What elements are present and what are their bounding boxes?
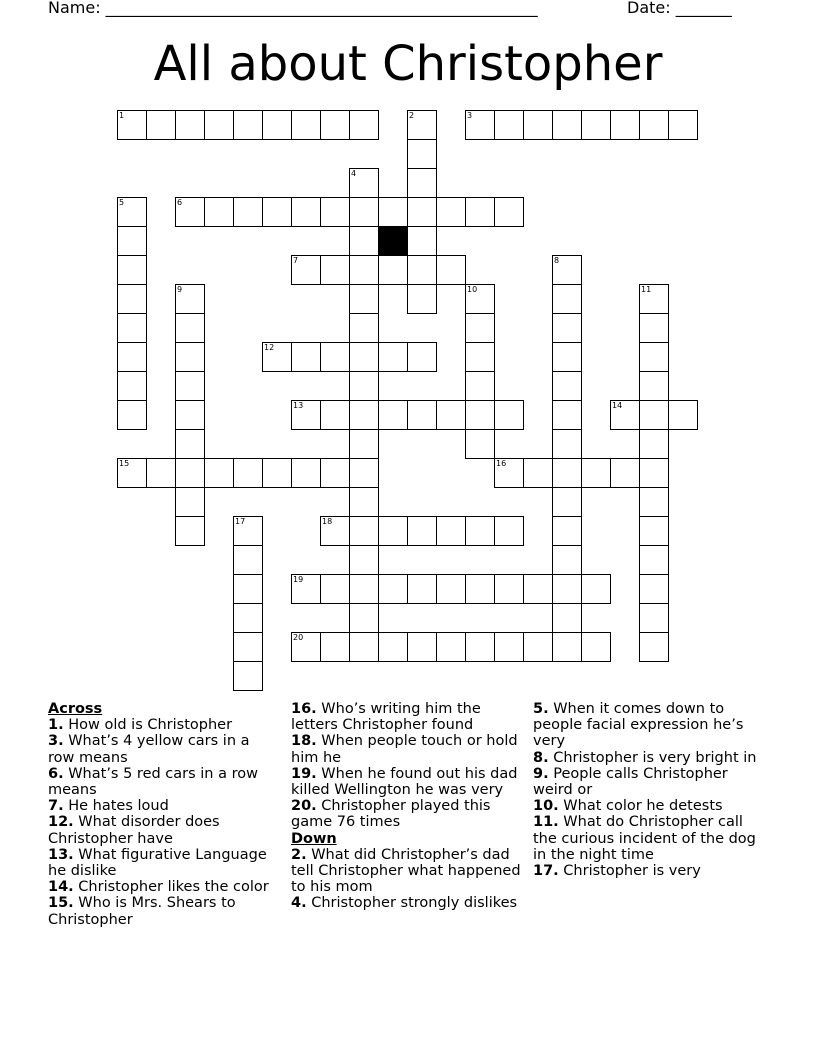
clue-number: 7: [293, 256, 299, 265]
grid-cell[interactable]: [378, 516, 408, 546]
grid-cell[interactable]: [378, 342, 408, 372]
grid-cell[interactable]: [320, 574, 350, 604]
grid-cell[interactable]: [349, 458, 379, 488]
grid-cell[interactable]: [146, 458, 176, 488]
grid-cell[interactable]: [465, 632, 495, 662]
grid-cell[interactable]: [262, 197, 292, 227]
clue-item: [291, 847, 523, 896]
grid-cell[interactable]: [552, 342, 582, 372]
grid-cell[interactable]: [262, 110, 292, 140]
grid-cell[interactable]: [639, 313, 669, 343]
grid-cell[interactable]: [581, 458, 611, 488]
grid-cell[interactable]: [407, 226, 437, 256]
clue-item: [533, 814, 765, 863]
name-field[interactable]: Name: ______________________________________________________: [48, 0, 538, 17]
grid-cell[interactable]: [639, 342, 669, 372]
grid-cell[interactable]: [291, 632, 321, 662]
clue-item: [48, 798, 280, 814]
clue-item-number: 8.: [533, 749, 549, 766]
clue-number: 10: [467, 285, 478, 294]
clue-item-text: Christopher strongly dislikes: [306, 895, 518, 912]
grid-cell[interactable]: [117, 226, 147, 256]
clue-number: 16: [496, 459, 507, 468]
grid-cell[interactable]: [407, 400, 437, 430]
grid-cell[interactable]: [465, 342, 495, 372]
grid-cell[interactable]: [494, 632, 524, 662]
grid-cell[interactable]: [407, 516, 437, 546]
grid-cell[interactable]: [552, 284, 582, 314]
clue-item-number: 2.: [291, 846, 307, 863]
grid-cell[interactable]: [436, 574, 466, 604]
clue-item: [533, 798, 765, 814]
clue-item: [533, 750, 765, 766]
clue-item-text: When it comes down to people facial expression he’s very: [533, 701, 744, 750]
grid-cell[interactable]: [407, 632, 437, 662]
clue-item-text: What’s 5 red cars in a row means: [48, 765, 258, 799]
grid-cell[interactable]: [639, 371, 669, 401]
grid-cell[interactable]: [349, 342, 379, 372]
clue-number: 18: [322, 517, 333, 526]
grid-cell[interactable]: [639, 545, 669, 575]
grid-cell[interactable]: [233, 603, 263, 633]
grid-cell[interactable]: [465, 371, 495, 401]
grid-cell[interactable]: [175, 429, 205, 459]
grid-cell[interactable]: [639, 400, 669, 430]
clue-item: [533, 863, 765, 879]
grid-cell[interactable]: [291, 255, 321, 285]
grid-cell[interactable]: [494, 458, 524, 488]
clue-item-text: What did Christopher’s dad tell Christopher what happened to his mom: [291, 846, 521, 896]
grid-cell[interactable]: [233, 545, 263, 575]
grid-cell[interactable]: [465, 313, 495, 343]
grid-cell[interactable]: [610, 458, 640, 488]
grid-cell[interactable]: [291, 574, 321, 604]
clue-item-text: What do Christopher call the curious incident of the dog in the night time: [533, 814, 756, 863]
clue-number: 17: [235, 517, 246, 526]
grid-cell[interactable]: [233, 458, 263, 488]
clue-item: [533, 701, 765, 750]
clue-item: [48, 733, 280, 765]
clue-item: [48, 895, 280, 927]
grid-cell[interactable]: [523, 574, 553, 604]
grid-cell[interactable]: [320, 458, 350, 488]
grid-cell[interactable]: [552, 371, 582, 401]
clue-item-number: 17.: [533, 863, 559, 880]
clue-item-number: 3.: [48, 733, 64, 750]
grid-cell[interactable]: [349, 313, 379, 343]
grid-cell[interactable]: [349, 487, 379, 517]
clue-item-text: What’s 4 yellow cars in a row means: [48, 733, 250, 766]
clue-item: [291, 895, 523, 911]
grid-cell[interactable]: [349, 168, 379, 198]
clue-item: [291, 766, 523, 798]
clue-item-number: 4.: [291, 895, 307, 912]
grid-cell[interactable]: [175, 516, 205, 546]
grid-cell[interactable]: [639, 603, 669, 633]
grid-cell[interactable]: [349, 255, 379, 285]
grid-cell[interactable]: [610, 110, 640, 140]
clue-item-text: He hates loud: [63, 798, 169, 815]
grid-cell[interactable]: [465, 197, 495, 227]
grid-cell[interactable]: [465, 429, 495, 459]
grid-cell[interactable]: [175, 197, 205, 227]
grid-cell[interactable]: [349, 632, 379, 662]
grid-cell[interactable]: [436, 632, 466, 662]
clue-number: 19: [293, 575, 304, 584]
grid-cell[interactable]: [175, 342, 205, 372]
grid-cell[interactable]: [465, 284, 495, 314]
grid-cell[interactable]: [117, 255, 147, 285]
clue-column-1: [48, 701, 280, 928]
clue-item-number: 16.: [291, 701, 317, 717]
clue-item-text: What color he detests: [558, 798, 723, 815]
across-heading: Across: [48, 701, 103, 717]
clue-column-2: [291, 701, 523, 912]
clue-item-number: 14.: [48, 879, 74, 896]
across-clue-list-continued: [291, 701, 523, 831]
grid-cell[interactable]: [320, 110, 350, 140]
clue-number: 9: [177, 285, 183, 294]
grid-cell[interactable]: [291, 400, 321, 430]
grid-cell[interactable]: [291, 197, 321, 227]
clue-item-text: When he found out his dad killed Wellington he was very: [291, 765, 518, 799]
grid-cell[interactable]: [320, 516, 350, 546]
clue-item: [291, 798, 523, 830]
clue-number: 13: [293, 401, 304, 410]
grid-cell[interactable]: [552, 545, 582, 575]
clue-item-text: Christopher is very: [558, 863, 701, 880]
clue-item: [48, 879, 280, 895]
across-clue-list: [48, 717, 280, 928]
grid-cell[interactable]: [233, 197, 263, 227]
grid-cell[interactable]: [378, 400, 408, 430]
grid-cell[interactable]: [175, 371, 205, 401]
grid-cell[interactable]: [639, 487, 669, 517]
grid-cell[interactable]: [552, 400, 582, 430]
grid-cell[interactable]: [320, 400, 350, 430]
grid-cell[interactable]: [291, 110, 321, 140]
clue-item: [291, 701, 523, 733]
clue-number: 5: [119, 198, 125, 207]
black-square: [378, 226, 408, 256]
grid-cell[interactable]: [378, 197, 408, 227]
clue-number: 6: [177, 198, 183, 207]
grid-cell[interactable]: [233, 661, 263, 691]
grid-cell[interactable]: [349, 226, 379, 256]
clue-item-text: People calls Christopher weird or: [533, 765, 728, 799]
clue-item-number: 1.: [48, 717, 64, 734]
grid-cell[interactable]: [117, 110, 147, 140]
grid-cell[interactable]: [175, 313, 205, 343]
clue-number: 4: [351, 169, 357, 178]
grid-cell[interactable]: [320, 197, 350, 227]
clue-number: 3: [467, 111, 473, 120]
grid-cell[interactable]: [204, 110, 234, 140]
clue-number: 1: [119, 111, 125, 120]
grid-cell[interactable]: [117, 400, 147, 430]
grid-cell[interactable]: [407, 284, 437, 314]
clue-item-text: Who is Mrs. Shears to Christopher: [48, 895, 236, 928]
grid-cell[interactable]: [175, 284, 205, 314]
clue-item: [48, 847, 280, 879]
clue-item-number: 10.: [533, 798, 559, 815]
down-clue-list-continued: [533, 701, 765, 879]
grid-cell[interactable]: [494, 574, 524, 604]
grid-cell[interactable]: [349, 574, 379, 604]
grid-cell[interactable]: [639, 458, 669, 488]
grid-cell[interactable]: [465, 110, 495, 140]
grid-cell[interactable]: [262, 458, 292, 488]
down-clue-list: [291, 847, 523, 912]
grid-cell[interactable]: [233, 516, 263, 546]
clue-column-3: [533, 701, 765, 879]
clue-item-number: 18.: [291, 733, 317, 750]
clue-item-text: What disorder does Christopher have: [48, 814, 220, 847]
clue-item-number: 6.: [48, 765, 64, 782]
grid-cell[interactable]: [436, 400, 466, 430]
clue-item-number: 5.: [533, 701, 549, 717]
grid-cell[interactable]: [668, 400, 698, 430]
grid-cell[interactable]: [407, 255, 437, 285]
grid-cell[interactable]: [552, 487, 582, 517]
clue-item: [48, 717, 280, 733]
clue-number: 14: [612, 401, 623, 410]
grid-cell[interactable]: [175, 110, 205, 140]
grid-cell[interactable]: [233, 110, 263, 140]
grid-cell[interactable]: [494, 400, 524, 430]
grid-cell[interactable]: [523, 632, 553, 662]
clue-item-text: When people touch or hold him he: [291, 733, 518, 766]
grid-cell[interactable]: [349, 110, 379, 140]
grid-cell[interactable]: [436, 516, 466, 546]
grid-cell[interactable]: [552, 110, 582, 140]
grid-cell[interactable]: [465, 574, 495, 604]
grid-cell[interactable]: [552, 574, 582, 604]
grid-cell[interactable]: [523, 110, 553, 140]
clue-item-number: 15.: [48, 895, 74, 912]
grid-cell[interactable]: [639, 574, 669, 604]
grid-cell[interactable]: [639, 632, 669, 662]
grid-cell[interactable]: [639, 429, 669, 459]
grid-cell[interactable]: [494, 110, 524, 140]
grid-cell[interactable]: [117, 458, 147, 488]
grid-cell[interactable]: [117, 284, 147, 314]
grid-cell[interactable]: [378, 574, 408, 604]
grid-cell[interactable]: [552, 458, 582, 488]
grid-cell[interactable]: [407, 197, 437, 227]
grid-cell[interactable]: [523, 458, 553, 488]
grid-cell[interactable]: [349, 429, 379, 459]
grid-cell[interactable]: [378, 632, 408, 662]
grid-cell[interactable]: [175, 458, 205, 488]
grid-cell[interactable]: [349, 516, 379, 546]
grid-cell[interactable]: [291, 458, 321, 488]
grid-cell[interactable]: [552, 603, 582, 633]
grid-cell[interactable]: [204, 197, 234, 227]
clue-item-number: 12.: [48, 814, 74, 831]
grid-cell[interactable]: [610, 400, 640, 430]
grid-cell[interactable]: [320, 632, 350, 662]
grid-cell[interactable]: [494, 197, 524, 227]
clue-item-number: 9.: [533, 765, 549, 782]
grid-cell[interactable]: [552, 313, 582, 343]
date-field[interactable]: Date: _______: [627, 0, 732, 17]
grid-cell[interactable]: [175, 400, 205, 430]
clue-item-number: 20.: [291, 798, 317, 815]
grid-cell[interactable]: [320, 255, 350, 285]
clue-number: 8: [554, 256, 560, 265]
clue-item-text: How old is Christopher: [63, 717, 233, 734]
grid-cell[interactable]: [552, 255, 582, 285]
grid-cell[interactable]: [581, 632, 611, 662]
down-heading: Down: [291, 830, 337, 847]
clue-item-text: Christopher likes the color: [73, 879, 269, 896]
grid-cell[interactable]: [639, 284, 669, 314]
grid-cell[interactable]: [320, 342, 350, 372]
clue-number: 15: [119, 459, 130, 468]
clue-item: [533, 766, 765, 798]
grid-cell[interactable]: [233, 574, 263, 604]
grid-cell[interactable]: [349, 400, 379, 430]
grid-cell[interactable]: [117, 197, 147, 227]
clue-number: 2: [409, 111, 415, 120]
grid-cell[interactable]: [668, 110, 698, 140]
clue-item: [291, 733, 523, 765]
grid-cell[interactable]: [552, 516, 582, 546]
clue-item-number: 19.: [291, 765, 317, 782]
grid-cell[interactable]: [581, 110, 611, 140]
grid-cell[interactable]: [349, 545, 379, 575]
grid-cell[interactable]: [407, 342, 437, 372]
grid-cell[interactable]: [262, 342, 292, 372]
grid-cell[interactable]: [175, 487, 205, 517]
clue-item-number: 11.: [533, 814, 559, 831]
grid-cell[interactable]: [349, 603, 379, 633]
grid-cell[interactable]: [146, 110, 176, 140]
grid-cell[interactable]: [465, 516, 495, 546]
clue-item: [48, 766, 280, 798]
grid-cell[interactable]: [233, 632, 263, 662]
grid-cell[interactable]: [552, 429, 582, 459]
grid-cell[interactable]: [407, 139, 437, 169]
grid-cell[interactable]: [407, 168, 437, 198]
grid-cell[interactable]: [581, 574, 611, 604]
clue-number: 11: [641, 285, 652, 294]
grid-cell[interactable]: [552, 632, 582, 662]
grid-cell[interactable]: [465, 400, 495, 430]
grid-cell[interactable]: [407, 574, 437, 604]
grid-cell[interactable]: [117, 371, 147, 401]
grid-cell[interactable]: [349, 197, 379, 227]
clue-number: 20: [293, 633, 304, 642]
page-title: All about Christopher: [153, 36, 663, 92]
clue-item-number: 7.: [48, 798, 64, 815]
grid-cell[interactable]: [117, 313, 147, 343]
clue-item-text: Who’s writing him the letters Christopher found: [291, 701, 481, 734]
clue-number: 12: [264, 343, 275, 352]
grid-cell[interactable]: [494, 516, 524, 546]
grid-cell[interactable]: [349, 371, 379, 401]
clue-item: [48, 814, 280, 846]
grid-cell[interactable]: [639, 110, 669, 140]
grid-cell[interactable]: [349, 284, 379, 314]
clue-item-text: Christopher is very bright in: [548, 749, 757, 766]
clue-item-number: 13.: [48, 846, 74, 863]
grid-cell[interactable]: [436, 255, 466, 285]
grid-cell[interactable]: [291, 342, 321, 372]
grid-cell[interactable]: [117, 342, 147, 372]
grid-cell[interactable]: [639, 516, 669, 546]
grid-cell[interactable]: [436, 197, 466, 227]
grid-cell[interactable]: [378, 255, 408, 285]
grid-cell[interactable]: [204, 458, 234, 488]
clue-item-text: Christopher played this game 76 times: [291, 798, 491, 831]
clue-item-text: What figurative Language he dislike: [48, 846, 267, 880]
grid-cell[interactable]: [407, 110, 437, 140]
